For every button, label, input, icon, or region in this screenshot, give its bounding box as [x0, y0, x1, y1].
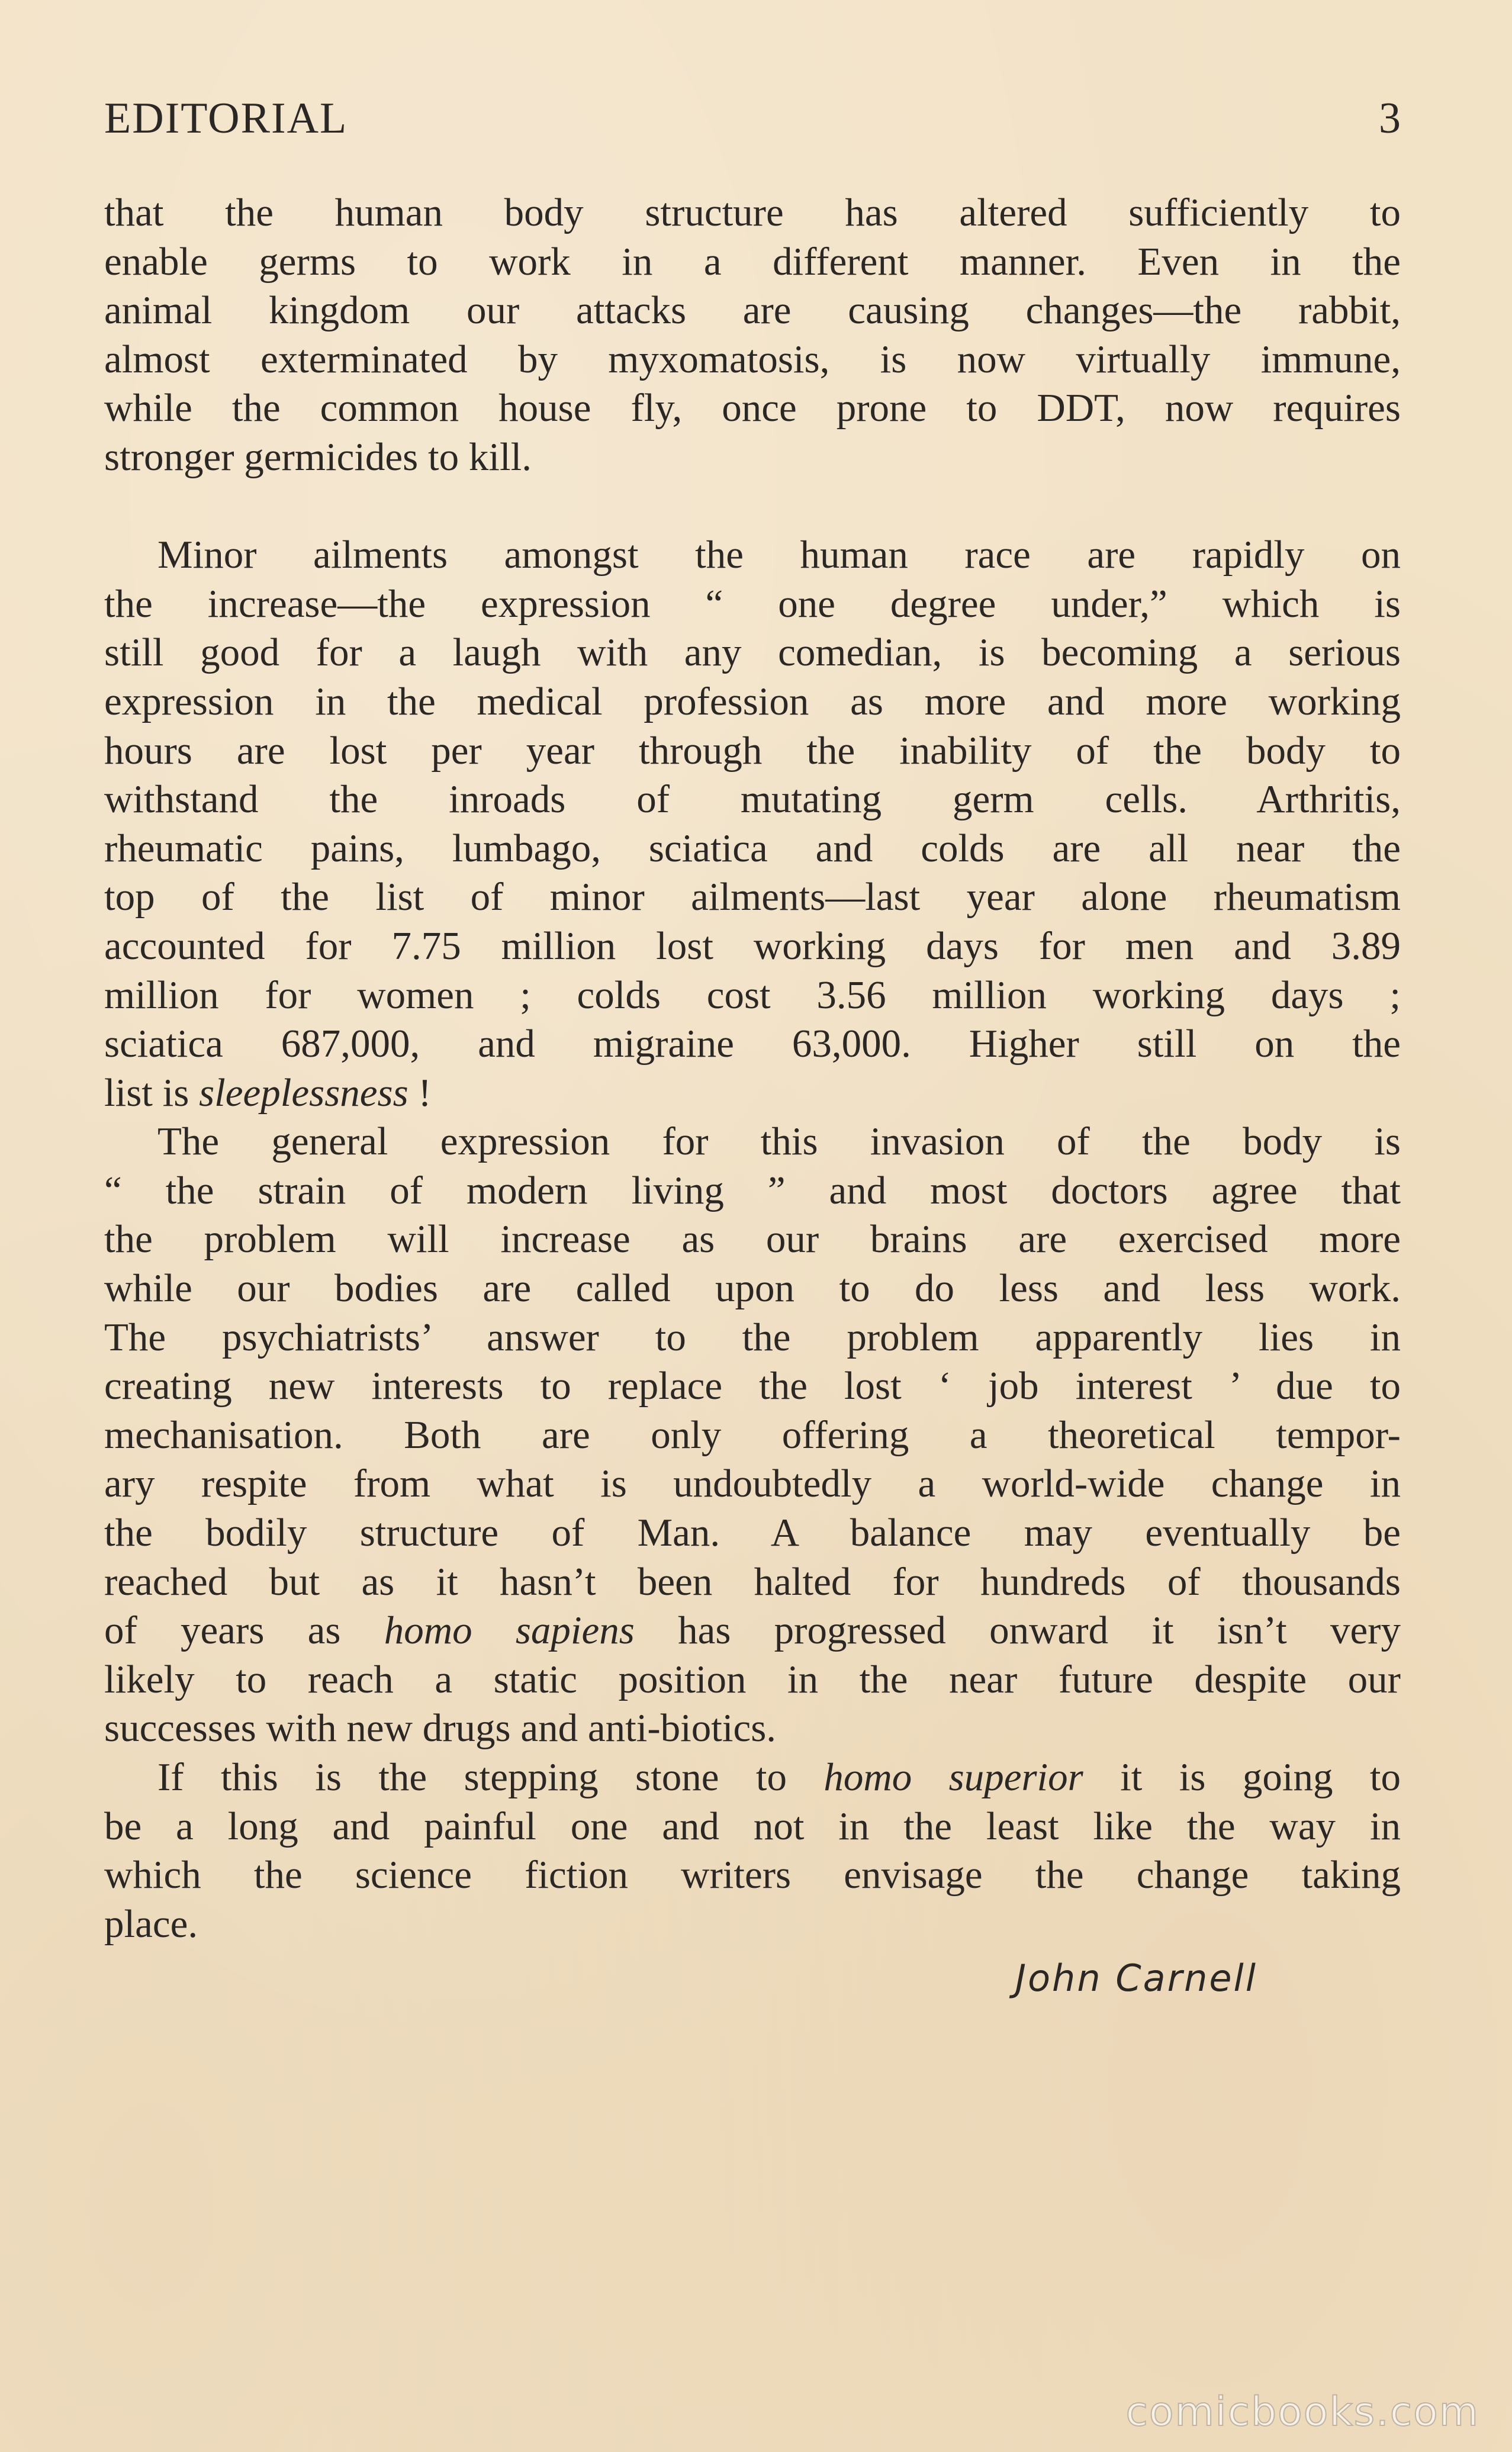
- text-line: Minor ailments amongst the human race are rapidly on: [157, 533, 1401, 577]
- text-line: “ the strain of modern living ” and most doctors agree that: [104, 1168, 1401, 1212]
- text-segment: If this is the stepping stone to: [157, 1755, 824, 1799]
- text-line: reached but as it hasn’t been halted for hundreds of thousands: [104, 1559, 1401, 1604]
- paragraph-gap: [104, 482, 1401, 531]
- section-title: EDITORIAL: [104, 94, 348, 143]
- emphasized-word: sleeplessness: [199, 1070, 408, 1115]
- text-line: mechanisation. Both are only offering a theoretical tempor-: [104, 1412, 1401, 1457]
- text-line: while the common house fly, once prone to DDT, now requires: [104, 386, 1401, 430]
- text-line: be a long and painful one and not in the least like the way in: [104, 1804, 1401, 1848]
- page-header: [104, 89, 1401, 148]
- editorial-body: [104, 188, 1401, 1948]
- text-line: top of the list of minor ailments—last year alone rheumatism: [104, 875, 1401, 919]
- text-segment: list is: [104, 1070, 200, 1115]
- text-segment: has progressed onward it isn’t very: [634, 1608, 1401, 1653]
- author-signature: John Carnell: [1015, 1957, 1257, 2000]
- emphasized-term: homo sapiens: [384, 1608, 635, 1653]
- text-line: animal kingdom our attacks are causing changes—the rabbit,: [104, 288, 1401, 333]
- text-line: million for women ; colds cost 3.56 million working days ;: [104, 973, 1401, 1017]
- text-line: the increase—the expression “ one degree under,” which is: [104, 581, 1401, 626]
- text-line: place.: [104, 1901, 198, 1946]
- text-line: sciatica 687,000, and migraine 63,000. Higher still on the: [104, 1022, 1401, 1066]
- text-line: The psychiatrists’ answer to the problem apparently lies in: [104, 1315, 1401, 1359]
- text-line: hours are lost per year through the inability of the body to: [104, 728, 1401, 773]
- text-line: rheumatic pains, lumbago, sciatica and colds are all near the: [104, 826, 1401, 870]
- text-line: [104, 1606, 1401, 1655]
- text-line: [104, 1753, 1401, 1802]
- text-line: enable germs to work in a different manner. Even in the: [104, 239, 1401, 284]
- text-line: which the science fiction writers envisage the change taking: [104, 1853, 1401, 1897]
- text-line: still good for a laugh with any comedian, is becoming a serious: [104, 630, 1401, 675]
- text-line: withstand the inroads of mutating germ cells. Arthritis,: [104, 777, 1401, 822]
- emphasized-term: homo superior: [823, 1755, 1083, 1799]
- text-line: expression in the medical profession as more and more working: [104, 679, 1401, 723]
- text-line: the bodily structure of Man. A balance may eventually be: [104, 1511, 1401, 1555]
- text-line: [104, 1069, 1401, 1118]
- text-line: stronger germicides to kill.: [104, 435, 532, 479]
- text-line: likely to reach a static position in the near future despite our: [104, 1657, 1401, 1701]
- text-segment: it is going to: [1083, 1755, 1401, 1799]
- text-line: accounted for 7.75 million lost working days for men and 3.89: [104, 923, 1401, 968]
- text-line: successes with new drugs and anti-biotics.: [104, 1706, 777, 1750]
- text-line: while our bodies are called upon to do less and less work.: [104, 1266, 1401, 1311]
- page-number: 3: [1379, 94, 1401, 143]
- text-line: ary respite from what is undoubtedly a world-wide change in: [104, 1462, 1401, 1506]
- text-line: the problem will increase as our brains are exercised more: [104, 1217, 1401, 1262]
- text-segment: of years as: [104, 1608, 384, 1653]
- text-line: The general expression for this invasion of the body is: [157, 1119, 1401, 1164]
- text-line: that the human body structure has altered sufficiently to: [104, 191, 1401, 234]
- text-segment: !: [408, 1070, 432, 1115]
- watermark-logo: comicbooks.com: [1125, 2389, 1479, 2435]
- text-line: creating new interests to replace the lost ‘ job interest ’ due to: [104, 1364, 1401, 1408]
- text-line: almost exterminated by myxomatosis, is now virtually immune,: [104, 337, 1401, 381]
